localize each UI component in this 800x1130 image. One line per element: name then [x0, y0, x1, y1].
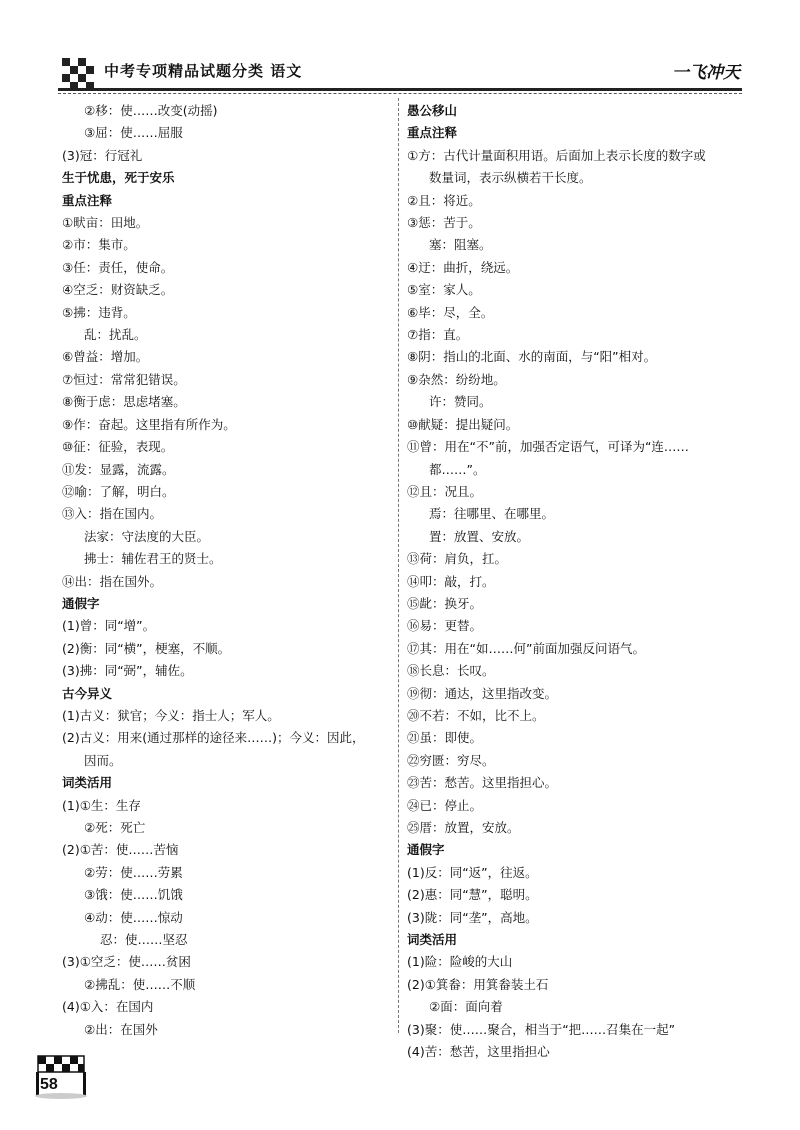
- checkered-logo-icon: [62, 58, 100, 90]
- section-heading: 古今异义: [62, 685, 113, 701]
- note-line: (3)①空乏：使……贫困: [62, 954, 191, 970]
- note-line: ⑨作：奋起。这里指有所作为。: [62, 416, 236, 432]
- section-heading: 重点注释: [407, 125, 458, 141]
- note-line: ⑳不若：不如，比不上。: [407, 707, 545, 723]
- note-line: ⑩征：征验，表现。: [62, 439, 174, 455]
- note-line: 焉：往哪里、在哪里。: [429, 506, 555, 522]
- note-line: 拂士：辅佐君王的贤士。: [84, 551, 222, 567]
- header-rule-dashed: [58, 93, 742, 94]
- note-line: ⑪曾：用在“不”前，加强否定语气，可译为“连……: [407, 439, 689, 455]
- note-line: (3)聚：使……聚合，相当于“把……召集在一起”: [407, 1021, 676, 1037]
- section-heading: 通假字: [407, 842, 445, 858]
- note-line: ②劳：使……劳累: [84, 864, 183, 880]
- note-line: (1)反：同“返”，往返。: [407, 864, 538, 880]
- note-line: ②出：在国外: [84, 1021, 158, 1037]
- note-line: ⑮龀：换牙。: [407, 595, 483, 611]
- note-line: ④迂：曲折，绕远。: [407, 259, 519, 275]
- section-heading: 生于忧患，死于安乐: [62, 170, 175, 186]
- note-line: ⑨杂然：纷纷地。: [407, 371, 506, 387]
- note-line: ⑪发：显露，流露。: [62, 461, 175, 477]
- note-line: 都……”。: [429, 461, 486, 477]
- note-line: 数量词，表示纵横若干长度。: [429, 170, 592, 186]
- section-heading: 通假字: [62, 595, 100, 611]
- note-line: ⑧衡于虑：思虑堵塞。: [62, 394, 186, 410]
- note-line: ⑭出：指在国外。: [62, 573, 163, 589]
- note-line: ㉔已：停止。: [407, 797, 483, 813]
- note-line: (1)险：险峻的大山: [407, 954, 513, 970]
- note-line: 许：赞同。: [429, 394, 492, 410]
- page-header: [0, 0, 800, 100]
- note-line: ⑬荷：肩负，扛。: [407, 551, 508, 567]
- note-line: ③屈：使……屈服: [84, 125, 183, 141]
- note-line: ②移：使……改变(动摇): [84, 103, 218, 118]
- note-line: ②市：集市。: [62, 237, 136, 253]
- note-line: ⑦指：直。: [407, 327, 469, 343]
- note-line: ④动：使……惊动: [84, 909, 183, 925]
- note-line: ⑱长息：长叹。: [407, 663, 495, 679]
- note-line: ③饿：使……饥饿: [84, 887, 183, 903]
- note-line: (1)曾：同“增”。: [62, 618, 156, 634]
- header-brand: 一飞冲天: [672, 63, 740, 83]
- note-line: 忍：使……坚忍: [100, 932, 188, 948]
- note-line: ⑭叩：敲，打。: [407, 573, 495, 589]
- note-line: ⑬入：指在国内。: [62, 506, 163, 522]
- note-line: (4)①入：在国内: [62, 999, 154, 1015]
- note-line: ③惩：苦于。: [407, 215, 481, 231]
- section-heading: 重点注释: [62, 192, 113, 208]
- note-line: (1)①生：生存: [62, 797, 141, 813]
- note-line: 法家：守法度的大臣。: [84, 528, 210, 544]
- note-line: (2)①箕畚：用箕畚装土石: [407, 976, 549, 992]
- note-line: (2)①苦：使……苦恼: [62, 842, 179, 858]
- section-heading: 词类活用: [62, 775, 113, 791]
- note-line: ㉓苦：愁苦。这里指担心。: [407, 775, 558, 791]
- note-line: ②面：面向着: [429, 999, 503, 1015]
- note-line: (3)拂：同“弼”，辅佐。: [62, 663, 193, 679]
- note-line: ⑤拂：违背。: [62, 304, 136, 320]
- page-number: 58: [40, 1076, 58, 1093]
- note-line: (2)惠：同“慧”，聪明。: [407, 887, 538, 903]
- note-line: ㉑虽：即使。: [407, 730, 483, 746]
- note-line: ①畎亩：田地。: [62, 215, 149, 231]
- note-line: ①方：古代计量面积用语。后面加上表示长度的数字或: [407, 147, 706, 163]
- note-line: ⑫喻：了解，明白。: [62, 483, 175, 499]
- note-line: 塞：阻塞。: [429, 237, 492, 253]
- note-line: ②拂乱：使……不顺: [84, 976, 196, 992]
- section-heading: 愚公移山: [407, 103, 458, 118]
- note-line: ⑲彻：通达，这里指改变。: [407, 685, 558, 701]
- note-line: ⑥毕：尽，全。: [407, 304, 494, 320]
- note-line: ⑩献疑：提出疑问。: [407, 416, 519, 432]
- header-title: 中考专项精品试题分类 语文: [104, 62, 303, 80]
- note-line: (2)古义：用来(通过那样的途径来……)；今义：因此，: [62, 730, 365, 746]
- note-line: ②且：将近。: [407, 192, 481, 208]
- note-line: 置：放置、安放。: [429, 528, 530, 544]
- note-line: (3)冠：行冠礼: [62, 147, 143, 163]
- note-line: ⑰其：用在“如……何”前面加强反问语气。: [407, 640, 645, 656]
- note-line: ⑧阴：指山的北面、水的南面，与“阳”相对。: [407, 349, 657, 365]
- note-line: 乱：扰乱。: [84, 327, 147, 343]
- header-rule: [58, 88, 742, 91]
- note-line: ④空乏：财资缺乏。: [62, 282, 174, 298]
- note-line: ㉕厝：放置，安放。: [407, 820, 520, 835]
- note-line: (1)古义：狱官；今义：指士人；军人。: [62, 707, 280, 723]
- note-line: 因而。: [84, 752, 122, 768]
- left-column: [62, 100, 392, 1041]
- note-line: ㉒穷匮：穷尽。: [407, 752, 495, 768]
- note-line: (4)苦：愁苦，这里指担心: [407, 1044, 550, 1060]
- note-line: ⑦恒过：常常犯错误。: [62, 371, 186, 387]
- note-line: (3)陇：同“垄”，高地。: [407, 909, 538, 925]
- note-line: ②死：死亡: [84, 820, 146, 835]
- section-heading: 词类活用: [407, 932, 458, 948]
- note-line: ⑤室：家人。: [407, 282, 481, 298]
- column-divider: [398, 98, 399, 1033]
- note-line: ⑫且：况且。: [407, 483, 483, 499]
- note-line: (2)衡：同“横”，梗塞，不顺。: [62, 640, 231, 656]
- note-line: ⑥曾益：增加。: [62, 349, 149, 365]
- note-line: ⑯易：更替。: [407, 618, 483, 634]
- right-column: [407, 100, 752, 1063]
- note-line: ③任：责任，使命。: [62, 259, 174, 275]
